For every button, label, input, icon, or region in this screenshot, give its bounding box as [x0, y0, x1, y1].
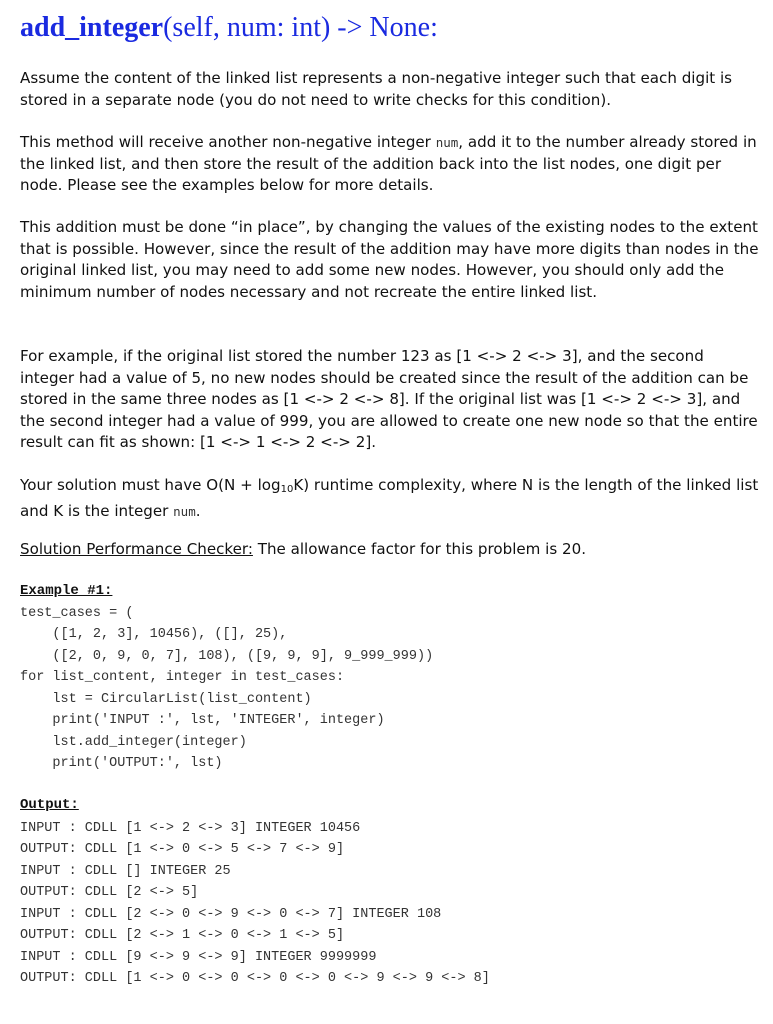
- paragraph-complexity: Your solution must have $O(N + \log_{10}K)$ runtime complexity, where N is the length of the linked list and K is the integer num.: [20, 476, 759, 520]
- output-label: Output:: [20, 797, 79, 813]
- inline-code-num: num: [173, 503, 196, 519]
- performance-checker-label: Solution Performance Checker:: [20, 540, 253, 558]
- paragraph-in-place: This addition must be done “in place”, by changing the values of the existing nodes to the extent that is possible. However, since the result of the addition may have more digits than nodes in the original linked list, you may need to add some new nodes. However, you should only add the minimum number of nodes necessary and not recreate the entire linked list.: [20, 218, 759, 301]
- example-code-block: test_cases = ( ([1, 2, 3], 10456), ([], 25), ([2, 0, 9, 0, 7], 108), ([9, 9, 9], 9_999_999)) for list_content, integer in test_cases: lst = CircularList(list_content) print('INPUT :', lst, 'INTEGER', integer) lst.add_integer(integer) print('OUTPUT:', lst): [20, 606, 434, 772]
- output-code-block: INPUT : CDLL [1 <-> 2 <-> 3] INTEGER 10456 OUTPUT: CDLL [1 <-> 0 <-> 5 <-> 7 <-> 9] INPUT : CDLL [] INTEGER 25 OUTPUT: CDLL [2 <-> 5] INPUT : CDLL [2 <-> 0 <-> 9 <-> 0 <-> 7] INTEGER 108 OUTPUT: CDLL [2 <-> 1 <-> 0 <-> 1 <-> 5] INPUT : CDLL [9 <-> 9 <-> 9] INTEGER 9999999 OUTPUT: CDLL [1 <-> 0 <-> 0 <-> 0 <-> 0 <-> 9 <-> 9 <-> 8]: [20, 821, 490, 987]
- method-title: [20, 12, 438, 44]
- paragraph-assumption: Assume the content of the linked list represents a non-negative integer such that each digit is stored in a separate node (you do not need to write checks for this condition).: [20, 69, 733, 109]
- inline-code-num: num: [435, 135, 459, 150]
- method-name: add_integer: [20, 12, 164, 43]
- log-subscript: 10: [280, 484, 294, 495]
- paragraph-performance-checker: Solution Performance Checker: The allowance factor for this problem is 20.: [20, 540, 587, 558]
- example-label: Example #1:: [20, 583, 113, 599]
- paragraph-example-explanation: For example, if the original list stored the number 123 as [1 <-> 2 <-> 3], and the second integer had a value of 5, no new nodes should be created since the result of the addition can be stored in the same three nodes as [1 <-> 2 <-> 8]. If the original list was [1 <-> 2 <-> 3], and the second integer had a value of 999, you are allowed to create one new node so that the entire result can fit as shown: [1 <-> 1 <-> 2 <-> 2].: [20, 347, 758, 451]
- method-signature: (self, num: int) -> None:: [163, 12, 438, 43]
- paragraph-method-description: This method will receive another non-negative integer num, add it to the number already stored in the linked list, and then store the result of the addition back into the list nodes, one digit per node. Please see the examples below for more details.: [20, 133, 757, 194]
